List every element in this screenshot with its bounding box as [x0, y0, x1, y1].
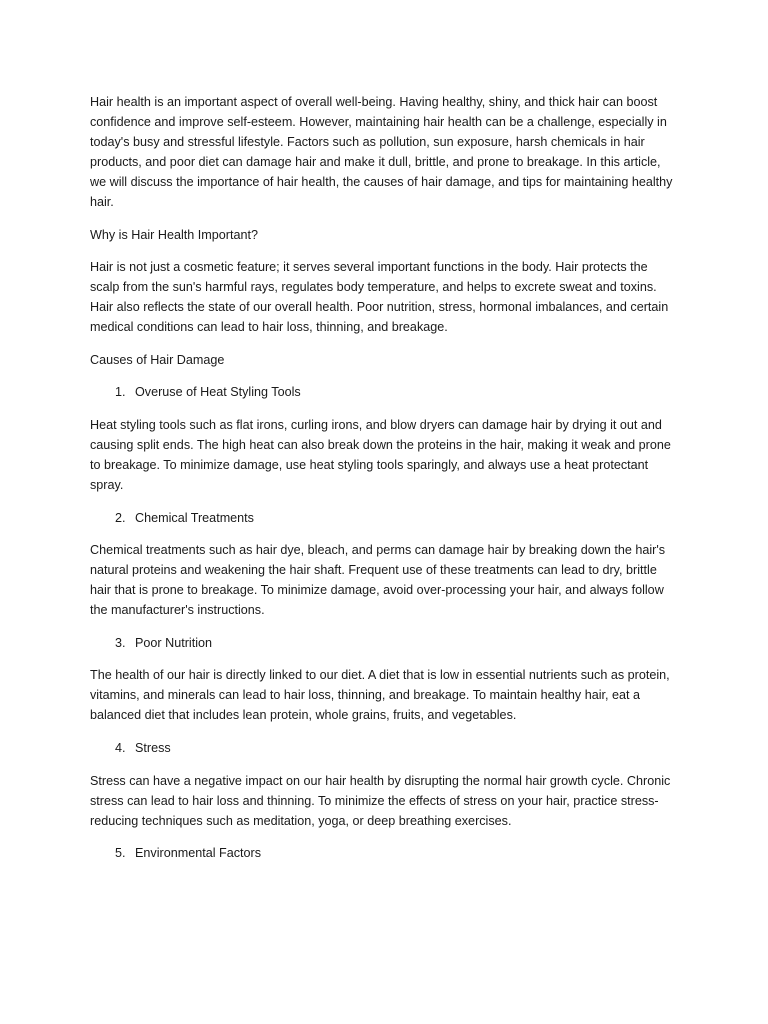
cause-number: 3.	[115, 635, 126, 650]
cause-number: 5.	[115, 846, 126, 861]
cause-item-2-heading	[90, 508, 680, 528]
cause-title: Overuse of Heat Styling Tools	[135, 385, 301, 400]
intro-paragraph: Hair health is an important aspect of overall well-being. Having healthy, shiny, and thick hair can boost confidence and improve self-esteem. However, maintaining hair health can be a challenge, especially in today's busy and stressful lifestyle. Factors such as pollution, sun exposure, harsh chemicals in hair products, and poor diet can damage hair and make it dull, brittle, and prone to breakage. In this article, we will discuss the importance of hair health, the causes of hair damage, and tips for maintaining healthy hair.	[90, 95, 673, 209]
cause-number: 1.	[115, 385, 126, 400]
causes-heading: Causes of Hair Damage	[90, 352, 225, 367]
cause-item-1-text: Heat styling tools such as flat irons, curling irons, and blow dryers can damage hair by drying it out and causing split ends. The high heat can also break down the proteins in the hair, making it weak and prone to breakage. To minimize damage, use heat styling tools sparingly, and always use a heat protectant spray.	[90, 417, 671, 492]
cause-item-3-text: The health of our hair is directly linked to our diet. A diet that is low in essential nutrients such as protein, vitamins, and minerals can lead to hair loss, thinning, and breakage. To maintain healthy hair, eat a balanced diet that includes lean protein, whole grains, fruits, and vegetables.	[90, 668, 670, 723]
cause-item-4-text: Stress can have a negative impact on our hair health by disrupting the normal hair growth cycle. Chronic stress can lead to hair loss and thinning. To minimize the effects of stress on your hair, practice stress-reducing techniques such as meditation, yoga, or deep breathing exercises.	[90, 773, 671, 828]
cause-item-4-heading	[90, 738, 680, 758]
why-heading: Why is Hair Health Important?	[90, 227, 258, 242]
document-page	[90, 92, 680, 876]
cause-item-2-text: Chemical treatments such as hair dye, bleach, and perms can damage hair by breaking down the hair's natural proteins and weakening the hair shaft. Frequent use of these treatments can lead to dry, brittle hair that is prone to breakage. To minimize damage, avoid over-processing your hair, and always follow the manufacturer's instructions.	[90, 543, 666, 618]
cause-item-5-heading	[90, 843, 680, 863]
cause-number: 4.	[115, 740, 126, 755]
why-paragraph: Hair is not just a cosmetic feature; it serves several important functions in the body. Hair protects the scalp from the sun's harmful rays, regulates body temperature, and helps to excrete sweat and toxins. Hair also reflects the state of our overall health. Poor nutrition, stress, hormonal imbalances, and certain medical conditions can lead to hair loss, thinning, and breakage.	[90, 260, 669, 335]
cause-title: Environmental Factors	[135, 846, 261, 861]
cause-number: 2.	[115, 510, 126, 525]
cause-title: Stress	[135, 740, 171, 755]
cause-title: Chemical Treatments	[135, 510, 254, 525]
cause-item-1-heading	[90, 382, 680, 402]
cause-title: Poor Nutrition	[135, 635, 212, 650]
cause-item-3-heading	[90, 633, 680, 653]
